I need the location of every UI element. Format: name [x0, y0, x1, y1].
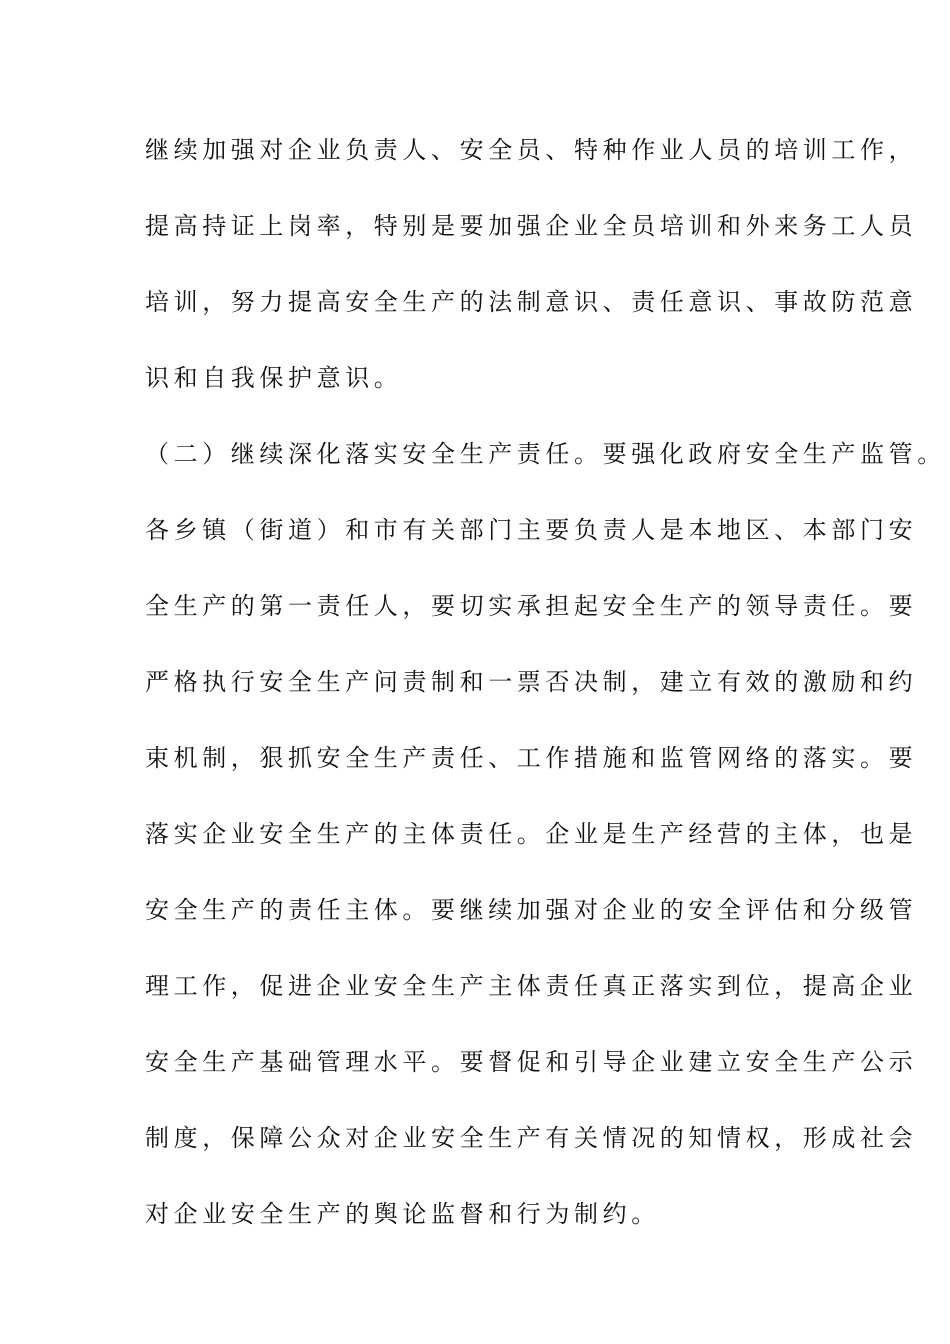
section-heading-line: （二）继续深化落实安全生产责任。要强化政府安全生产监管。 [145, 440, 946, 468]
body-text-line: 各乡镇（街道）和市有关部门主要负责人是本地区、本部门安 [145, 516, 918, 544]
body-text-line: 培训，努力提高安全生产的法制意识、责任意识、事故防范意 [145, 288, 918, 316]
body-text-line: 对企业安全生产的舆论监督和行为制约。 [145, 1200, 660, 1228]
body-text-line: 严格执行安全生产问责制和一票否决制，建立有效的激励和约 [145, 668, 918, 696]
body-text-line: 继续加强对企业负责人、安全员、特种作业人员的培训工作， [145, 136, 918, 164]
body-text-line: 全生产的第一责任人，要切实承担起安全生产的领导责任。要 [145, 592, 918, 620]
body-text-line: 安全生产基础管理水平。要督促和引导企业建立安全生产公示 [145, 1048, 918, 1076]
body-text-line: 理工作，促进企业安全生产主体责任真正落实到位，提高企业 [145, 972, 918, 1000]
body-text-line: 束机制，狠抓安全生产责任、工作措施和监管网络的落实。要 [145, 744, 918, 772]
body-text-line: 提高持证上岗率，特别是要加强企业全员培训和外来务工人员 [145, 212, 918, 240]
body-text-line: 制度，保障公众对企业安全生产有关情况的知情权，形成社会 [145, 1124, 918, 1152]
body-text-line: 落实企业安全生产的主体责任。企业是生产经营的主体，也是 [145, 820, 918, 848]
body-text-line: 识和自我保护意识。 [145, 364, 403, 392]
body-text-line: 安全生产的责任主体。要继续加强对企业的安全评估和分级管 [145, 896, 918, 924]
